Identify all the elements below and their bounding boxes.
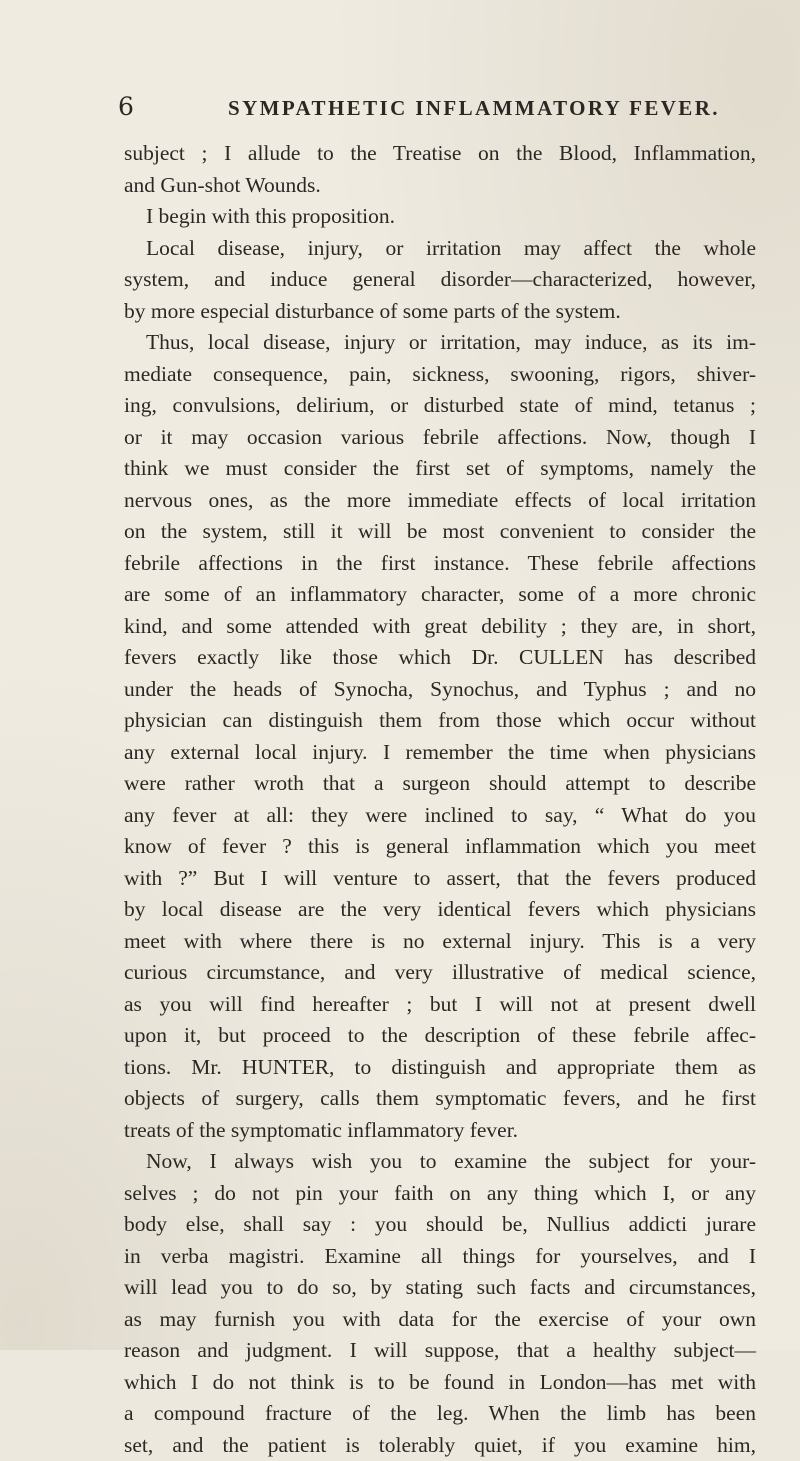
text-line: as may furnish you with data for the exercise of your own [124,1304,756,1336]
text-line: set, and the patient is tolerably quiet, if you examine him, [124,1430,756,1461]
text-line: I begin with this proposition. [124,201,756,233]
text-line: any fever at all: they were inclined to say, “ What do you [124,800,756,832]
text-line: are some of an inflammatory character, some of a more chronic [124,579,756,611]
text-line: by more especial disturbance of some parts of the system. [124,296,756,328]
text-line: and Gun-shot Wounds. [124,170,756,202]
text-line: treats of the symptomatic inflammatory fever. [124,1115,756,1147]
text-line: kind, and some attended with great debility ; they are, in short, [124,611,756,643]
text-line: a compound fracture of the leg. When the limb has been [124,1398,756,1430]
running-head [118,92,758,122]
text-line: tions. Mr. HUNTER, to distinguish and appropriate them as [124,1052,756,1084]
text-line: curious circumstance, and very illustrative of medical science, [124,957,756,989]
text-line: Local disease, injury, or irritation may affect the whole [124,233,756,265]
text-line: by local disease are the very identical fevers which physicians [124,894,756,926]
text-line: know of fever ? this is general inflammation which you meet [124,831,756,863]
text-line: febrile affections in the first instance. These febrile affections [124,548,756,580]
text-line: mediate consequence, pain, sickness, swooning, rigors, shiver- [124,359,756,391]
text-line: subject ; I allude to the Treatise on the Blood, Inflammation, [124,138,756,170]
text-line: under the heads of Synocha, Synochus, and Typhus ; and no [124,674,756,706]
text-line: were rather wroth that a surgeon should attempt to describe [124,768,756,800]
text-line: nervous ones, as the more immediate effects of local irritation [124,485,756,517]
text-line: objects of surgery, calls them symptomatic fevers, and he first [124,1083,756,1115]
body-text [124,138,756,1461]
text-line: upon it, but proceed to the description of these febrile affec- [124,1020,756,1052]
running-title: SYMPATHETIC INFLAMMATORY FEVER. [228,94,720,122]
text-line: Thus, local disease, injury or irritation, may induce, as its im- [124,327,756,359]
text-line: in verba magistri. Examine all things for yourselves, and I [124,1241,756,1273]
text-line: meet with where there is no external injury. This is a very [124,926,756,958]
text-line: or it may occasion various febrile affections. Now, though I [124,422,756,454]
text-line: which I do not think is to be found in London—has met with [124,1367,756,1399]
text-line: selves ; do not pin your faith on any thing which I, or any [124,1178,756,1210]
page-number: 6 [118,92,134,122]
text-line: any external local injury. I remember the time when physicians [124,737,756,769]
text-line: with ?” But I will venture to assert, that the fevers produced [124,863,756,895]
text-line: ing, convulsions, delirium, or disturbed state of mind, tetanus ; [124,390,756,422]
text-line: fevers exactly like those which Dr. CULLEN has described [124,642,756,674]
text-line: physician can distinguish them from those which occur without [124,705,756,737]
text-line: system, and induce general disorder—characterized, however, [124,264,756,296]
text-line: will lead you to do so, by stating such facts and circumstances, [124,1272,756,1304]
text-line: as you will find hereafter ; but I will not at present dwell [124,989,756,1021]
text-line: on the system, still it will be most convenient to consider the [124,516,756,548]
text-line: body else, shall say : you should be, Nullius addicti jurare [124,1209,756,1241]
text-line: reason and judgment. I will suppose, that a healthy subject— [124,1335,756,1367]
text-line: think we must consider the first set of symptoms, namely the [124,453,756,485]
text-line: Now, I always wish you to examine the subject for your- [124,1146,756,1178]
